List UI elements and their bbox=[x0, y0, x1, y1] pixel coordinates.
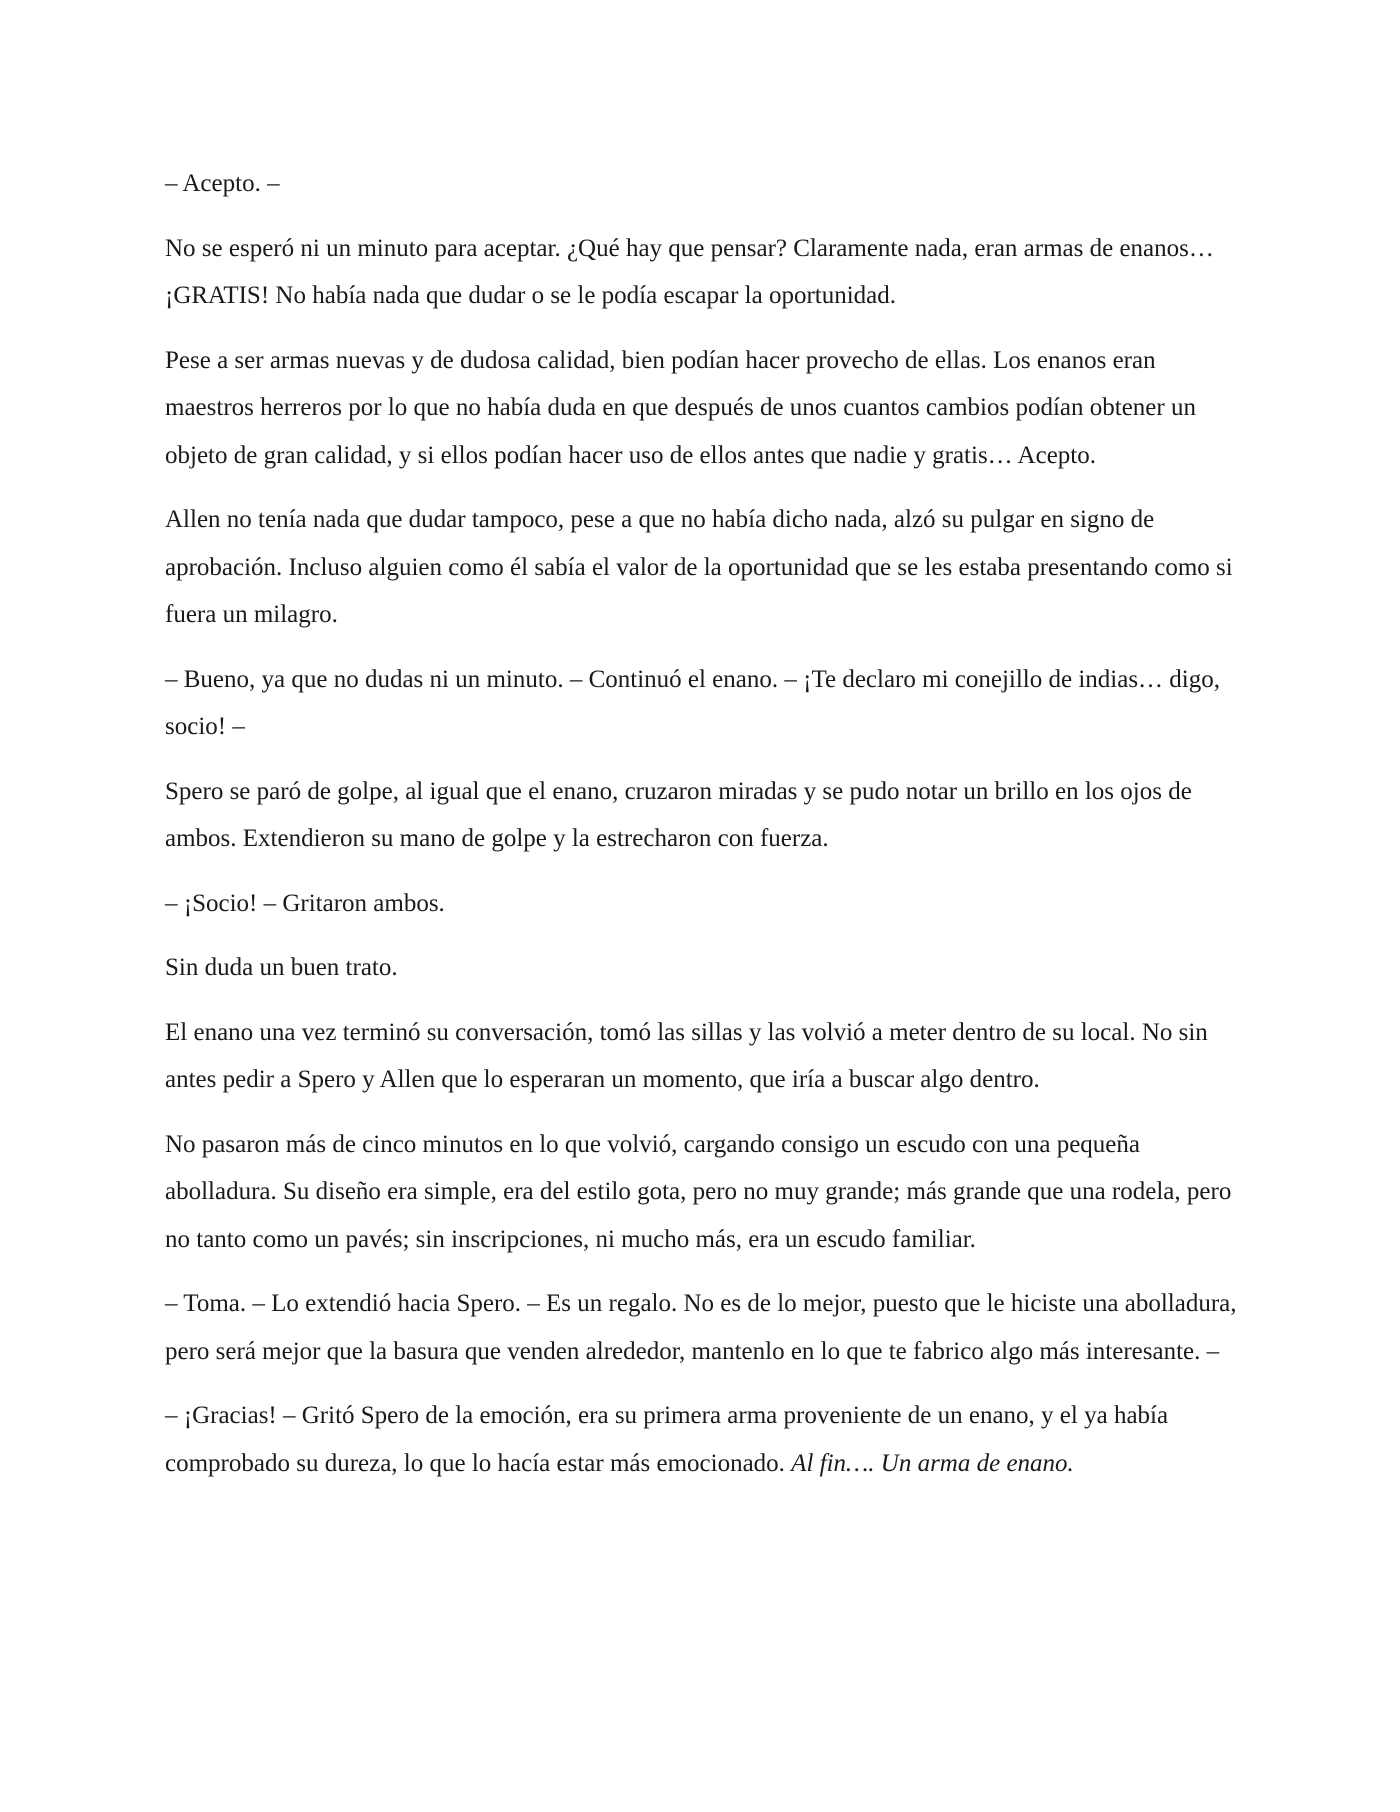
paragraph: Allen no tenía nada que dudar tampoco, pese a que no había dicho nada, alzó su pulgar en signo de aprobación. Incluso alguien como él sabía el valor de la oportunidad que se les estaba presentando como si fuera un milagro. bbox=[165, 506, 1233, 628]
paragraph: Sin duda un buen trato. bbox=[165, 954, 398, 981]
paragraph: Spero se paró de golpe, al igual que el enano, cruzaron miradas y se pudo notar un brillo en los ojos de ambos. Extendieron su mano de golpe y la estrecharon con fuerza. bbox=[165, 777, 1192, 852]
paragraph: – Bueno, ya que no dudas ni un minuto. – Continuó el enano. – ¡Te declaro mi conejillo de indias… digo, socio! – bbox=[165, 665, 1221, 740]
text-body bbox=[165, 160, 1237, 1504]
paragraph-last-text: – ¡Gracias! – Gritó Spero de la emoción, era su primera arma proveniente de un enano, y el ya había comprobado su dureza, lo que lo hacía estar más emocionado. bbox=[165, 1402, 1169, 1477]
paragraph: Pese a ser armas nuevas y de dudosa calidad, bien podían hacer provecho de ellas. Los enanos eran maestros herreros por lo que no había duda en que después de unos cuantos cambios podían obtener un objeto de gran calidad, y si ellos podían hacer uso de ellos antes que nadie y gratis… Acepto. bbox=[165, 346, 1196, 469]
paragraph: – Acepto. – bbox=[165, 170, 280, 197]
paragraph: El enano una vez terminó su conversación, tomó las sillas y las volvió a meter dentro de su local. No sin antes pedir a Spero y Allen que lo esperaran un momento, que iría a buscar algo dentro. bbox=[165, 1018, 1208, 1093]
paragraph: No se esperó ni un minuto para aceptar. ¿Qué hay que pensar? Claramente nada, eran armas de enanos… ¡GRATIS! No había nada que dudar o se le podía escapar la oportunidad. bbox=[165, 234, 1214, 309]
paragraph: – Toma. – Lo extendió hacia Spero. – Es un regalo. No es de lo mejor, puesto que le hiciste una abolladura, pero será mejor que la basura que venden alrededor, mantenlo en lo que te fabrico algo más interesante. – bbox=[165, 1290, 1237, 1365]
paragraph-last bbox=[165, 1392, 1237, 1487]
paragraph: – ¡Socio! – Gritaron ambos. bbox=[165, 889, 445, 917]
paragraph-last-italic: Al fin…. Un arma de enano. bbox=[791, 1449, 1074, 1477]
paragraph: No pasaron más de cinco minutos en lo que volvió, cargando consigo un escudo con una pequeña abolladura. Su diseño era simple, era del estilo gota, pero no muy grande; más grande que una rodela, pero no tanto como un pavés; sin inscripciones, ni mucho más, era un escudo familiar. bbox=[165, 1130, 1232, 1253]
